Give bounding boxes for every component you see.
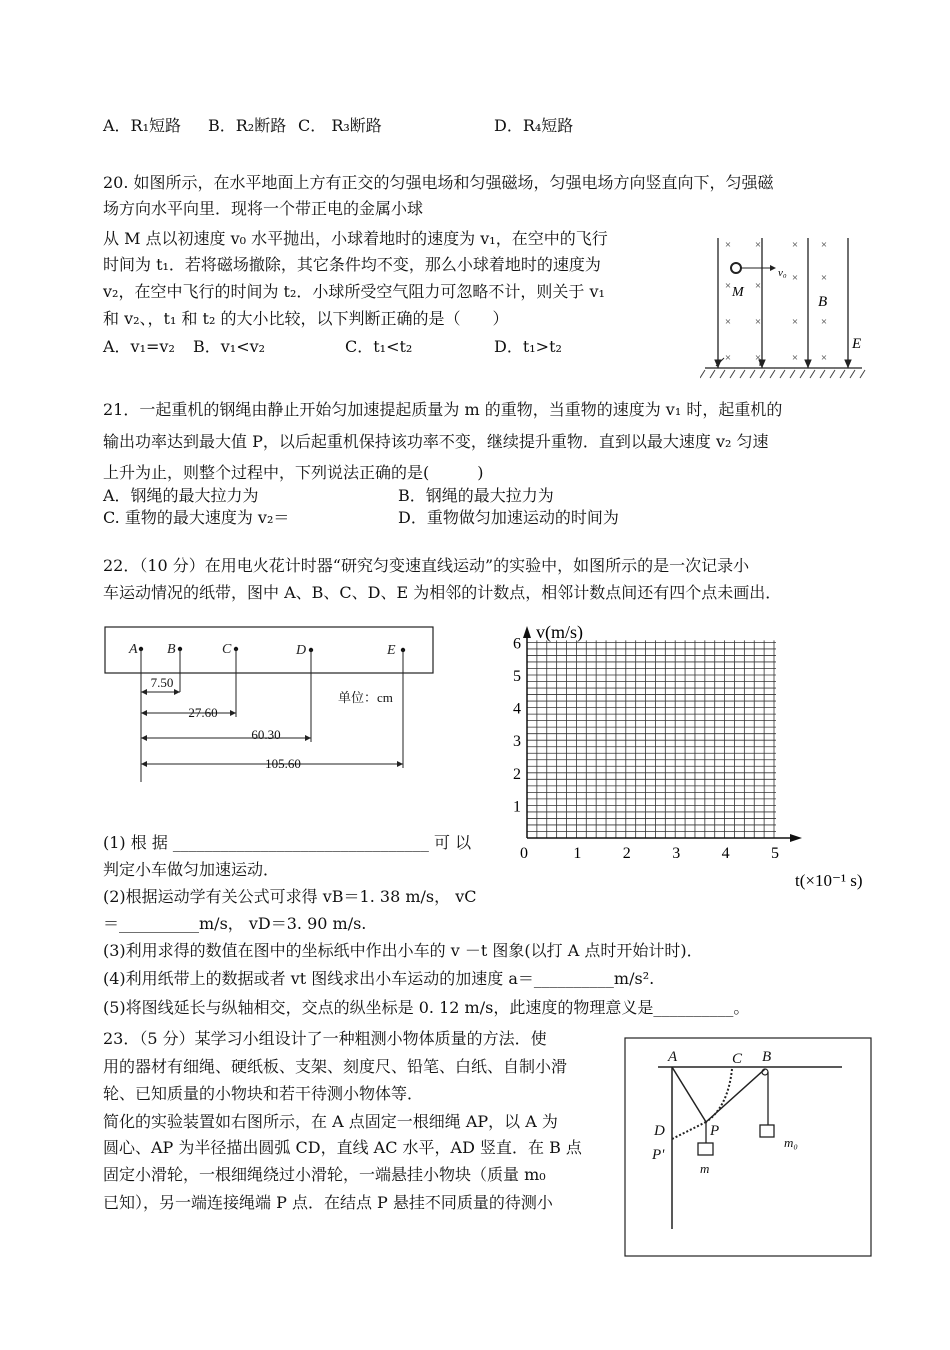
- q23-label-p: P: [710, 1123, 720, 1139]
- q20-line-6: 和 v₂、，t₁ 和 t₂ 的大小比较，以下判断正确的是（ ）: [103, 309, 509, 328]
- x-tick-label: 2: [622, 845, 631, 862]
- q20-label-b: B: [818, 294, 828, 310]
- q20-line-4: 时间为 t₁．若将磁场撤除，其它条件均不变，那么小球着地时的速度为: [103, 255, 601, 274]
- x-tick-label: 5: [771, 845, 779, 862]
- q21-line-3: 上升为止，则整个过程中，下列说法正确的是( ): [103, 463, 484, 482]
- svg-text:×: ×: [754, 316, 762, 328]
- svg-text:×: ×: [791, 316, 799, 328]
- q19-option-a: A．R₁短路: [103, 116, 182, 135]
- y-tick-label: 6: [513, 635, 521, 653]
- svg-text:×: ×: [791, 272, 799, 284]
- q23-line-4: 简化的实验装置如右图所示，在 A 点固定一根细绳 AP，以 A 为: [103, 1112, 558, 1131]
- q20-line-2: 场方向水平向里．现将一个带正电的金属小球: [103, 199, 424, 218]
- tape-point-c: C: [222, 642, 232, 657]
- q20-label-e: E: [852, 336, 862, 352]
- y-axis-arrow: [523, 626, 531, 638]
- q20-label-v0: v₀: [778, 267, 787, 279]
- x-tick-label: 4: [721, 845, 730, 862]
- q22-sub1-line-1: (1) 根 据 ________________________________ 可 以: [103, 833, 472, 852]
- svg-text:×: ×: [754, 239, 762, 251]
- x-tick-label: 0: [520, 845, 528, 862]
- x-tick-label: 3: [672, 845, 681, 862]
- svg-text:×: ×: [754, 352, 762, 364]
- tape-distance-ac: 27.60: [188, 705, 218, 720]
- svg-text:×: ×: [724, 316, 732, 328]
- q23-label-c: C: [732, 1051, 743, 1067]
- q23-label-d: D: [654, 1123, 665, 1139]
- paper-tape-figure: [100, 622, 440, 787]
- y-tick-label: 2: [513, 765, 521, 783]
- y-tick-label: 4: [513, 700, 521, 718]
- tape-distance-ad: 60.30: [251, 727, 281, 742]
- q23-line-1: 23．（5 分）某学习小组设计了一种粗测小物体质量的方法．使: [103, 1029, 547, 1048]
- x-tick-label: 1: [573, 845, 582, 862]
- q19-option-c: C． R₃断路: [298, 116, 382, 135]
- q23-label-m: m: [700, 1161, 710, 1176]
- q23-label-p-prime: P': [652, 1147, 665, 1163]
- chart-x-axis-label: t(×10⁻¹ s): [795, 871, 863, 890]
- svg-text:×: ×: [724, 239, 732, 251]
- q22-sub1-line-2: 判定小车做匀加速运动．: [103, 860, 280, 879]
- q20-option-a: A．v₁=v₂: [103, 337, 175, 356]
- chart-ticks: [513, 635, 779, 862]
- q22-line-1: 22．（10 分）在用电火花计时器“研究匀变速直线运动”的实验中，如图所示的是一次记录小: [103, 556, 750, 575]
- q21-option-c: C. 重物的最大速度为 v₂＝: [103, 508, 290, 527]
- q23-label-a: A: [668, 1049, 678, 1065]
- y-tick-label: 5: [513, 668, 521, 685]
- svg-text:×: ×: [820, 239, 828, 251]
- q22-sub4: (4)利用纸带上的数据或者 vt 图线求出小车运动的加速度 a＝__________m/s².: [103, 969, 655, 988]
- chart-grid: [527, 640, 776, 838]
- q20-option-c: C．t₁<t₂: [345, 337, 413, 356]
- tape-point-b: B: [167, 642, 176, 657]
- q22-sub5: (5)将图线延长与纵轴相交，交点的纵坐标是 0. 12 m/s，此速度的物理意义是__________。: [103, 998, 750, 1017]
- q20-option-d: D．t₁>t₂: [494, 337, 562, 356]
- q19-option-b: B．R₂断路: [208, 116, 287, 135]
- q22-sub3: (3)利用求得的数值在图中的坐标纸中作出小车的 v －t 图象(以打 A 点时开始计时)．: [103, 941, 703, 960]
- tape-point-a: A: [129, 642, 138, 657]
- q21-line-2: 输出功率达到最大值 P，以后起重机保持该功率不变，继续提升重物．直到以最大速度 v₂ 匀速: [103, 432, 769, 451]
- q21-option-d: D．重物做匀加速运动的时间为: [398, 508, 619, 527]
- tape-unit: 单位：cm: [338, 690, 393, 705]
- q21-option-a: A．钢绳的最大拉力为: [103, 486, 259, 505]
- svg-text:×: ×: [820, 316, 828, 328]
- q23-line-2: 用的器材有细绳、硬纸板、支架、刻度尺、铅笔、白纸、自制小滑: [103, 1057, 568, 1076]
- q22-sub2-line-2: ＝__________m/s， vD＝3. 90 m/s.: [103, 914, 367, 933]
- q20-label-m: M: [732, 285, 744, 300]
- q19-option-d: D．R₄短路: [494, 116, 574, 135]
- svg-text:×: ×: [791, 239, 799, 251]
- q22-line-2: 车运动情况的纸带，图中 A、B、C、D、E 为相邻的计数点，相邻计数点间还有四个点未画出．: [103, 583, 782, 602]
- q23-line-6: 固定小滑轮，一根细绳绕过小滑轮，一端悬挂小物块（质量 m₀: [103, 1165, 546, 1184]
- q22-sub2-line-1: (2)根据运动学有关公式可求得 vB＝1. 38 m/s， vC: [103, 887, 477, 906]
- q23-line-7: 已知），另一端连接绳端 P 点．在结点 P 悬挂不同质量的待测小: [103, 1193, 553, 1212]
- y-tick-label: 1: [513, 798, 521, 816]
- q23-label-b: B: [762, 1049, 772, 1065]
- y-tick-label: 3: [513, 733, 521, 751]
- svg-text:×: ×: [791, 352, 799, 364]
- tape-distance-ab: 7.50: [150, 675, 174, 690]
- q20-option-b: B．v₁<v₂: [193, 337, 266, 356]
- svg-text:×: ×: [820, 272, 828, 284]
- q20-line-5: v₂，在空中飞行的时间为 t₂．小球所受空气阻力可忽略不计，则关于 v₁: [103, 282, 605, 301]
- svg-text:×: ×: [724, 280, 732, 292]
- tape-point-e: E: [387, 643, 396, 658]
- tape-point-d: D: [296, 643, 307, 658]
- q23-line-3: 轮、已知质量的小物块和若干待测小物体等．: [103, 1084, 424, 1103]
- q21-option-b: B．钢绳的最大拉力为: [398, 486, 554, 505]
- q23-apparatus-figure: [624, 1037, 874, 1259]
- q20-line-1: 20. 如图所示，在水平地面上方有正交的匀强电场和匀强磁场，匀强电场方向竖直向下，匀强磁: [103, 173, 774, 192]
- svg-text:×: ×: [724, 352, 732, 364]
- chart-y-axis-label: v(m/s): [536, 622, 583, 642]
- svg-text:×: ×: [754, 280, 762, 292]
- q20-field-figure: [700, 228, 870, 383]
- q21-line-1: 21．一起重机的钢绳由静止开始匀加速提起质量为 m 的重物，当重物的速度为 v₁ 时，起重机的: [103, 400, 783, 419]
- x-axis-arrow: [790, 834, 802, 842]
- vt-grid-chart: [510, 620, 870, 892]
- tape-distance-ae: 105.60: [265, 756, 301, 771]
- q20-line-3: 从 M 点以初速度 v₀ 水平抛出，小球着地时的速度为 v₁，在空中的飞行: [103, 229, 608, 248]
- q23-label-m0: m₀: [784, 1135, 798, 1150]
- svg-text:×: ×: [820, 352, 828, 364]
- q23-line-5: 圆心、AP 为半径描出圆弧 CD，直线 AC 水平，AD 竖直．在 B 点: [103, 1138, 582, 1157]
